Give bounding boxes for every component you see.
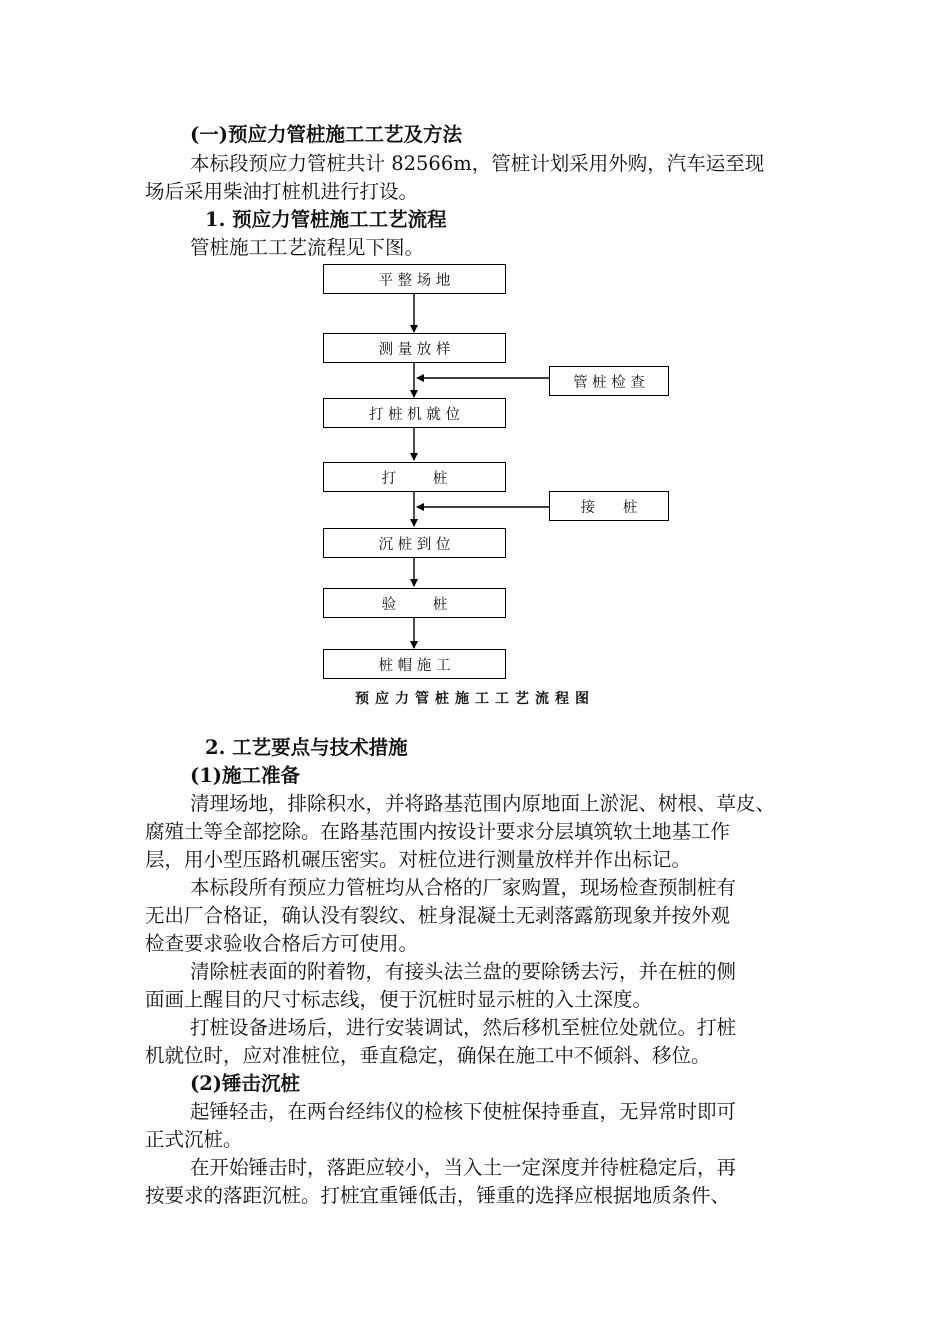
paragraph-line: 清理场地，排除积水，并将路基范围内原地面上淤泥、树根、草皮、	[190, 792, 776, 815]
paragraph-line: 层，用小型压路机碾压密实。对桩位进行测量放样并作出标记。	[145, 848, 692, 871]
flow-step	[323, 649, 506, 679]
paragraph-line: 无出厂合格证，确认没有裂纹、桩身混凝土无剥落露筋现象并按外观	[145, 904, 731, 927]
flow-step-label: 打 桩 机 就 位	[369, 406, 460, 423]
flow-step-label: 验 桩	[381, 596, 448, 613]
paragraph-line: 清除桩表面的附着物，有接头法兰盘的要除锈去污，并在桩的侧	[190, 960, 737, 983]
flow-step-label: 测 量 放 样	[378, 341, 451, 358]
paragraph-line: 腐殖土等全部挖除。在路基范围内按设计要求分层填筑软土地基工作	[145, 820, 731, 843]
paragraph-line: 场后采用柴油打桩机进行打设。	[145, 180, 419, 203]
paragraph-line: 按要求的落距沉桩。打桩宜重锤低击，锤重的选择应根据地质条件、	[145, 1184, 731, 1207]
section-heading: (一)预应力管桩施工工艺及方法	[190, 123, 462, 146]
flowchart-caption: 预应力管桩施工工艺流程图	[355, 691, 595, 707]
paragraph-line: 打桩设备进场后，进行安装调试，然后移机至桩位处就位。打桩	[190, 1016, 737, 1039]
subsubsection-heading: (1)施工准备	[190, 764, 301, 787]
flow-step-label: 打 桩	[381, 470, 448, 487]
paragraph-line: 起锤轻击，在两台经纬仪的检核下使桩保持垂直，无异常时即可	[190, 1100, 737, 1123]
flow-side-input	[549, 366, 669, 396]
paragraph-line: 在开始锤击时，落距应较小，当入土一定深度并待桩稳定后，再	[190, 1156, 737, 1179]
flow-step-label: 桩 帽 施 工	[378, 657, 451, 674]
flow-step	[323, 398, 506, 428]
flow-step	[323, 333, 506, 363]
paragraph-line: 面画上醒目的尺寸标志线，便于沉桩时显示桩的入土深度。	[145, 988, 653, 1011]
subsubsection-heading: (2)锤击沉桩	[190, 1072, 301, 1095]
paragraph-line: 机就位时，应对准桩位，垂直稳定，确保在施工中不倾斜、移位。	[145, 1044, 711, 1067]
flow-step	[323, 264, 506, 294]
flow-step	[323, 528, 506, 558]
flow-step-label: 平 整 场 地	[378, 272, 451, 289]
flow-step	[323, 588, 506, 618]
flow-side-label: 管 桩 检 查	[573, 374, 645, 391]
flow-side-label: 接 桩	[580, 499, 638, 516]
paragraph-line: 管桩施工工艺流程见下图。	[190, 236, 425, 259]
paragraph-line: 本标段所有预应力管桩均从合格的厂家购置，现场检查预制桩有	[190, 876, 737, 899]
flow-step	[323, 462, 506, 492]
subsection-heading: 1. 预应力管桩施工工艺流程	[205, 208, 447, 231]
subsection-heading: 2. 工艺要点与技术措施	[205, 736, 408, 759]
paragraph-line: 检查要求验收合格后方可使用。	[145, 932, 419, 955]
flow-step-label: 沉 桩 到 位	[378, 536, 451, 553]
flow-side-input	[549, 491, 669, 521]
paragraph-line: 本标段预应力管桩共计 82566m，管桩计划采用外购，汽车运至现	[190, 152, 765, 175]
paragraph-line: 正式沉桩。	[145, 1128, 243, 1151]
